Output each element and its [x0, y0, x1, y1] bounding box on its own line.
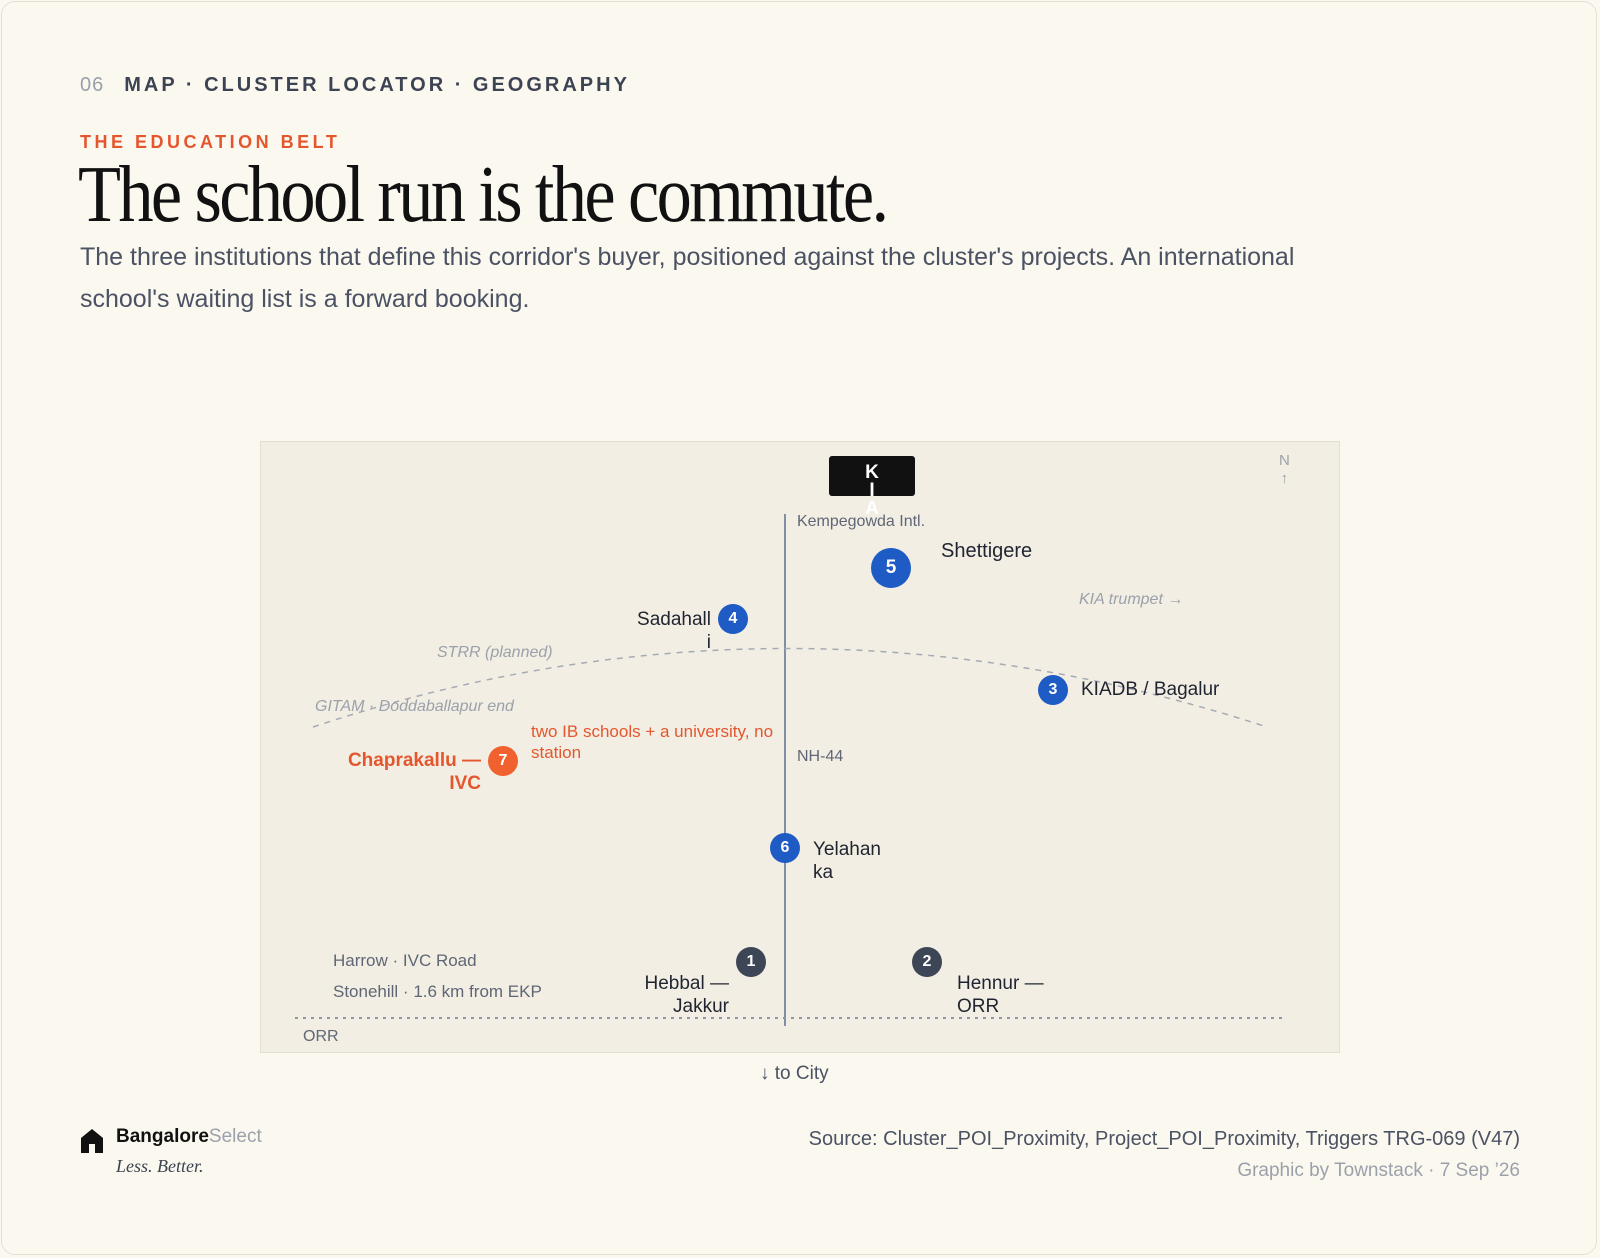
- eyebrow: THE EDUCATION BELT: [80, 132, 341, 152]
- north-arrow-icon: ↑: [1280, 470, 1289, 487]
- nh44-label: NH-44: [797, 748, 844, 765]
- brand-strong: Bangalore: [116, 1126, 209, 1147]
- brand-name: [116, 1126, 262, 1148]
- school-harrow: Harrow · IVC Road: [333, 951, 477, 970]
- school-stonehill: Stonehill · 1.6 km from EKP: [333, 982, 542, 1001]
- project-label-2: Hennur — ORR: [957, 973, 1044, 1017]
- strr-label: STRR (planned): [437, 644, 553, 661]
- project-marker-7[interactable]: 7: [488, 746, 518, 776]
- kia-trumpet-label: KIA trumpet →: [1079, 591, 1184, 608]
- brand-light: Select: [208, 1126, 262, 1147]
- project-label-6: Yelahanka: [813, 839, 881, 883]
- project-label-7: Chaprakallu — IVC: [347, 750, 481, 794]
- north-indicator: [1279, 452, 1290, 488]
- cluster-map: [260, 441, 1340, 1053]
- project-label-5: Shettigere: [941, 540, 1033, 562]
- breadcrumb: MAP · CLUSTER LOCATOR · GEOGRAPHY: [124, 74, 630, 96]
- project-marker-4[interactable]: 4: [718, 604, 748, 634]
- dek: The three institutions that define this corridor's buyer, positioned against the cluster's projects. An international school's waiting list is a forward booking.: [80, 243, 1295, 313]
- home-icon: [80, 1128, 104, 1154]
- credit-note: Graphic by Townstack · 7 Sep ’26: [1237, 1160, 1520, 1181]
- project-marker-2[interactable]: 2: [912, 947, 942, 977]
- slide-number: 06: [80, 74, 105, 96]
- north-letter: N: [1279, 452, 1290, 469]
- project-marker-5[interactable]: 5: [871, 548, 911, 588]
- orr-label: ORR: [303, 1028, 339, 1045]
- project-label-1: Hebbal — Jakkur: [644, 973, 729, 1017]
- kicker: [80, 74, 630, 97]
- project-label-4: Sadahalli: [637, 609, 711, 653]
- source-note: Source: Cluster_POI_Proximity, Project_POI_Proximity, Triggers TRG-069 (V47): [808, 1128, 1520, 1150]
- project-label-3: KIADB / Bagalur: [1081, 679, 1220, 700]
- airport-name: Kempegowda Intl.: [796, 513, 926, 530]
- to-city-label: ↓ to City: [760, 1063, 829, 1084]
- project-marker-6[interactable]: 6: [770, 833, 800, 863]
- project-marker-3[interactable]: 3: [1038, 675, 1068, 705]
- brand-tagline: Less. Better.: [116, 1156, 204, 1176]
- gitam-label: GITAM · Doddaballapur end: [315, 698, 514, 715]
- headline: The school run is the commute.: [78, 151, 887, 239]
- project-marker-1[interactable]: 1: [736, 947, 766, 977]
- school-callout: two IB schools + a university, no station: [531, 722, 774, 762]
- airport-badge: KIA: [829, 456, 915, 496]
